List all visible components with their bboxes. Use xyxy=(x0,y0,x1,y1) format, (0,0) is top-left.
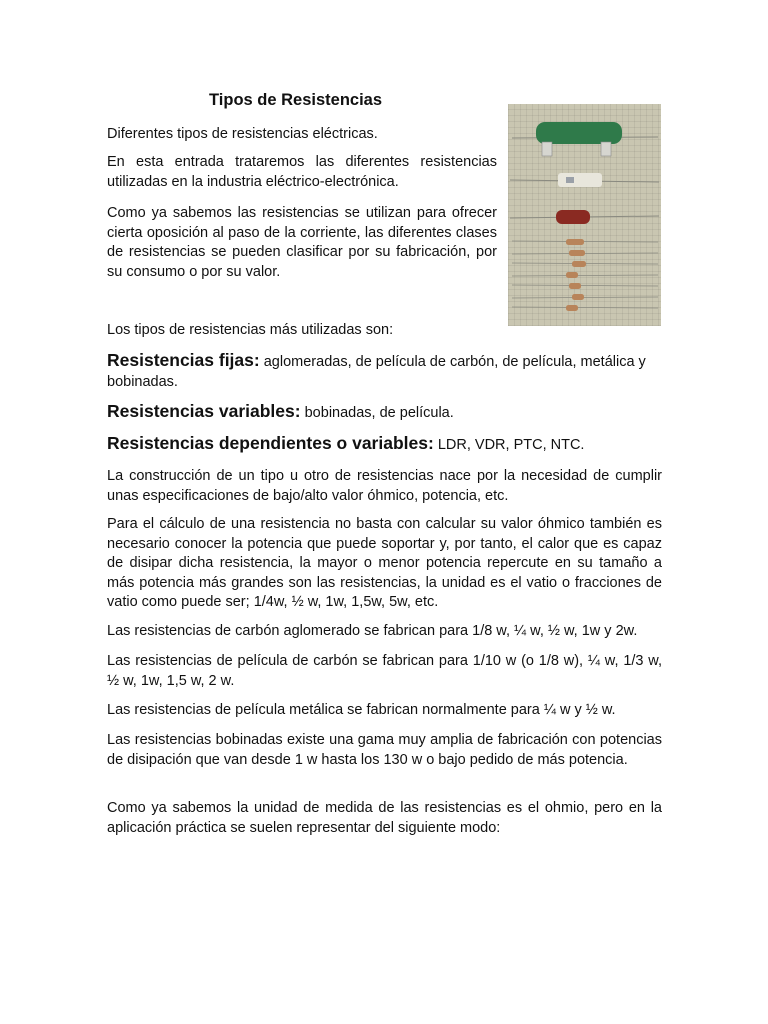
ceramic-body xyxy=(558,173,602,187)
carbon-agglomerate-paragraph: Las resistencias de carbón aglomerado se fabrican para 1/8 w, ¼ w, ½ w, 1w y 2w. xyxy=(107,623,638,639)
resistor-lead xyxy=(512,241,658,242)
resistor-lead xyxy=(512,285,658,286)
metal-resistor xyxy=(510,210,659,224)
fixed-resistors xyxy=(107,351,662,392)
intro-paragraph-1: Diferentes tipos de resistencias eléctricas. xyxy=(107,126,378,142)
calculation-paragraph: Para el cálculo de una resistencia no basta con calcular su valor óhmico también es necesario conocer la potencia que puede soportar y, por tanto, el calor que es capaz de disipar dicha resistencia, la mayor o menor potencia repercute en su tamaño a más potencia más grandes son las resistencias, la unidad es el vatio o fracciones de vatio como puede ser; 1/4w, ½ w, 1w, 1,5w, 5w, etc. xyxy=(107,516,662,610)
fixed-text: aglomeradas, de película de carbón, de película, metálica y bobinadas. xyxy=(107,354,646,390)
dependent-text: LDR, VDR, PTC, NTC. xyxy=(433,437,585,453)
dependent-heading: Resistencias dependientes o variables: xyxy=(107,433,434,453)
wirewound-paragraph: Las resistencias bobinadas existe una gama muy amplia de fabricación con potencias de disipación que van desde 1 w hasta los 130 w o bajo pedido de más potencia. xyxy=(107,732,662,768)
intro-paragraph-2: En esta entrada trataremos las diferentes resistencias utilizadas en la industria eléctrico-electrónica. xyxy=(107,154,497,190)
metal-film-paragraph: Las resistencias de película metálica se fabrican normalmente para ¼ w y ½ w. xyxy=(107,702,616,718)
carbon-resistor-body xyxy=(566,272,578,278)
carbon-resistor-body xyxy=(572,261,586,267)
carbon-resistor-body xyxy=(569,283,581,289)
metal-body xyxy=(556,210,590,224)
ohm-paragraph: Como ya sabemos la unidad de medida de las resistencias es el ohmio, pero en la aplicación práctica se suelen representar del siguiente modo: xyxy=(107,800,662,836)
ceramic-resistor xyxy=(510,173,659,187)
resistor-lead xyxy=(512,275,658,276)
document-title: Tipos de Resistencias xyxy=(209,91,383,109)
carbon-film-paragraph: Las resistencias de película de carbón se fabrican para 1/10 w (o 1/8 w), ¼ w, 1/3 w, ½ w, 1w, 1,5 w, 2 w. xyxy=(107,653,662,689)
fixed-heading: Resistencias fijas: xyxy=(107,350,260,370)
carbon-resistor-body xyxy=(572,294,584,300)
variable-heading: Resistencias variables: xyxy=(107,401,301,421)
resistor-lead xyxy=(512,307,658,308)
dependent-resistors xyxy=(107,434,662,456)
carbon-resistor-body xyxy=(566,305,578,311)
variable-resistors xyxy=(107,402,662,424)
types-intro: Los tipos de resistencias más utilizadas son: xyxy=(107,322,394,338)
construction-paragraph: La construcción de un tipo u otro de resistencias nace por la necesidad de cumplir unas especificaciones de bajo/alto valor óhmico, potencia, etc. xyxy=(107,468,662,504)
carbon-resistor-body xyxy=(569,250,585,256)
intro-paragraph-3: Como ya sabemos las resistencias se utilizan para ofrecer cierta oposición al paso de la corriente, las diferentes clases de resistencias se pueden clasificar por su fabricación, por su consumo o por su valor. xyxy=(107,205,497,280)
carbon-resistor-body xyxy=(566,239,584,245)
resistor-lead xyxy=(512,297,658,298)
variable-text: bobinadas, de película. xyxy=(300,405,454,421)
carbon-resistors xyxy=(512,239,658,311)
